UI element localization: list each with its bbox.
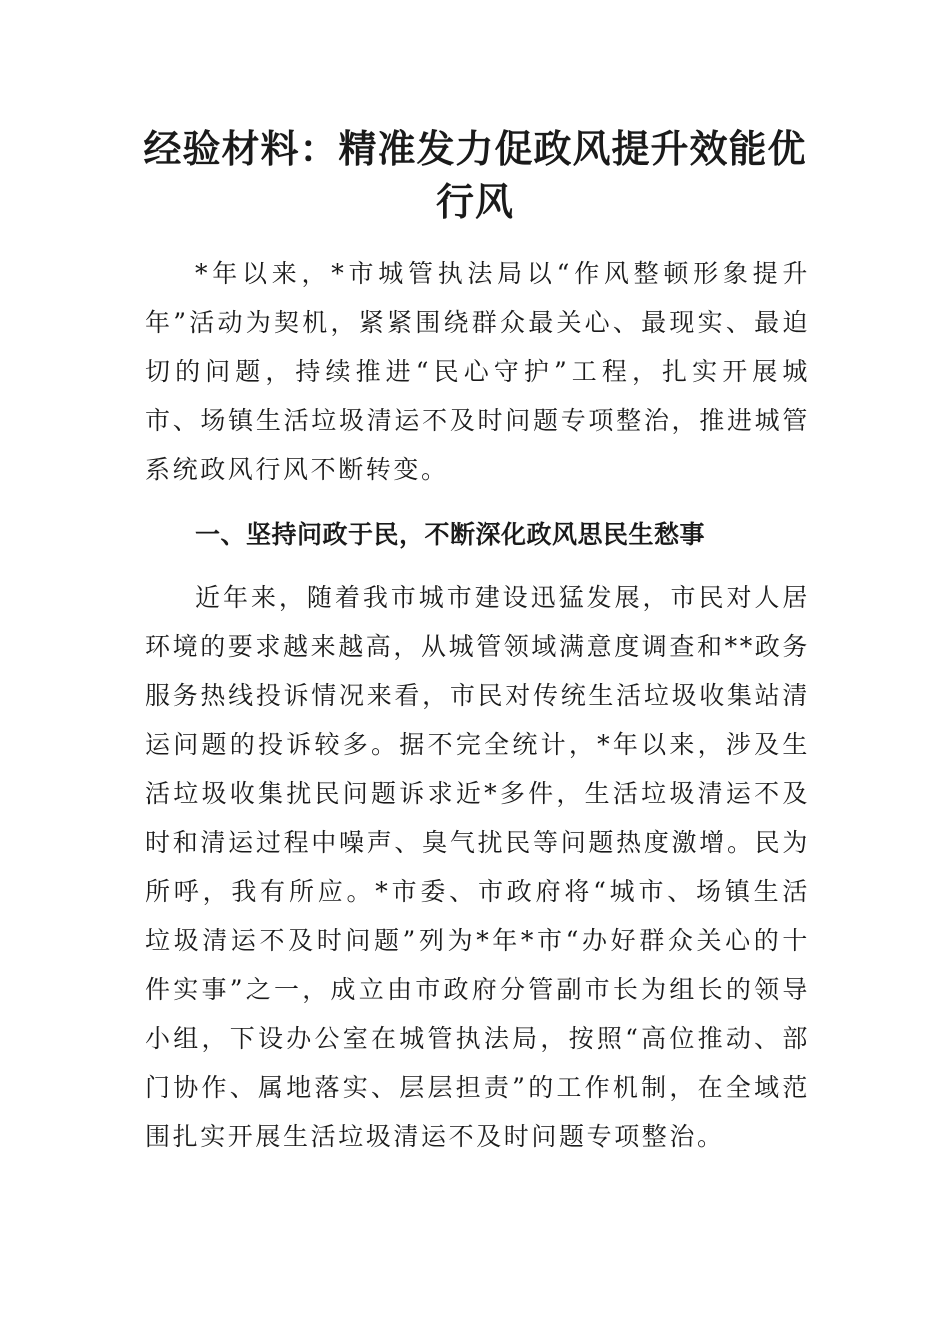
intro-paragraph: *年以来，*市城管执法局以“作风整顿形象提升年”活动为契机，紧紧围绕群众最关心、最现实、最迫切的问题，持续推进“民心守护”工程，扎实开展城市、场镇生活垃圾清运不及时问题专项整治，推进城管系统政风行风不断转变。 <box>145 259 810 484</box>
section-heading: 一、坚持问政于民，不断深化政风思民生愁事 <box>195 520 706 549</box>
document-title: 经验材料：精准发力促政风提升效能优行风 <box>143 126 807 224</box>
section-body-paragraph: 近年来，随着我市城市建设迅猛发展，市民对人居环境的要求越来越高，从城管领域满意度调查和**政务服务热线投诉情况来看，市民对传统生活垃圾收集站清运问题的投诉较多。据不完全统计，*年以来，涉及生活垃圾收集扰民问题诉求近*多件，生活垃圾清运不及时和清运过程中噪声、臭气扰民等问题热度激增。民为所呼，我有所应。*市委、市政府将“城市、场镇生活垃圾清运不及时问题”列为*年*市“办好群众关心的十件实事”之一，成立由市政府分管副市长为组长的领导小组，下设办公室在城管执法局，按照“高位推动、部门协作、属地落实、层层担责”的工作机制，在全域范围扎实开展生活垃圾清运不及时问题专项整治。 <box>145 583 811 1151</box>
